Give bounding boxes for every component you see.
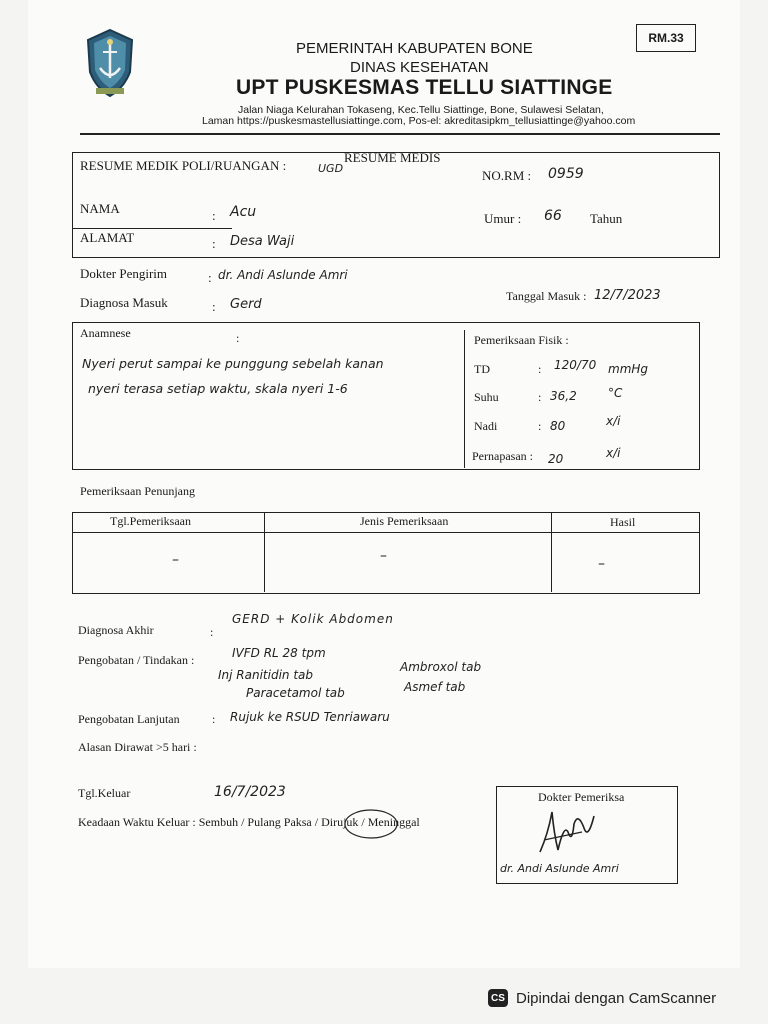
fisik-napas-value: 20 (548, 452, 564, 466)
tgl-keluar-label: Tgl.Keluar (78, 786, 131, 800)
tahun-label: Tahun (590, 211, 623, 226)
fisik-title: Pemeriksaan Fisik : (474, 333, 569, 347)
poli-value: UGD (318, 162, 344, 175)
fisik-td-unit: mmHg (608, 362, 649, 376)
anamnese-line1: Nyeri perut sampai ke punggung sebelah kanan (82, 356, 384, 371)
penunjang-header-jenis: Jenis Pemeriksaan (360, 514, 449, 528)
tgl-masuk-value: 12/7/2023 (594, 288, 661, 303)
fisik-nadi-colon: : (538, 419, 542, 433)
contact-prefix: Laman (202, 115, 235, 127)
fisik-napas-label: Pernapasan : (472, 449, 533, 463)
scanner-text: Dipindai dengan CamScanner (516, 989, 717, 1007)
signature-scribble (534, 804, 604, 858)
bone-regency-logo (84, 28, 136, 98)
nama-colon: : (212, 208, 216, 223)
penunjang-cell-jenis: – (380, 548, 387, 564)
fisik-suhu-value: 36,2 (550, 389, 577, 403)
diagnosa-masuk-label: Diagnosa Masuk (80, 295, 168, 310)
fisik-nadi-unit: x/i (606, 414, 621, 428)
lanjutan-value: Rujuk ke RSUD Tenriawaru (230, 710, 390, 724)
penunjang-header-hasil: Hasil (610, 515, 636, 529)
diagnosa-akhir-colon: : (210, 625, 214, 639)
header-line1: PEMERINTAH KABUPATEN BONE (296, 40, 533, 57)
norm-value: 0959 (548, 166, 584, 182)
nama-label: NAMA (80, 201, 120, 216)
lanjutan-colon: : (212, 712, 216, 726)
tgl-masuk-label: Tanggal Masuk : (506, 289, 587, 303)
fisik-napas-unit: x/i (606, 446, 621, 460)
umur-value: 66 (544, 208, 562, 224)
anamnese-line2: nyeri terasa setiap waktu, skala nyeri 1-6 (88, 381, 348, 396)
dirujuk-circle (342, 804, 400, 844)
fisik-suhu-label: Suhu (474, 390, 499, 404)
diagnosa-masuk-value: Gerd (230, 297, 262, 312)
umur-label: Umur : (484, 211, 522, 226)
form-code: RM.33 (648, 31, 684, 45)
signature-name: dr. Andi Aslunde Amri (500, 862, 619, 875)
scanner-footer (472, 982, 762, 1014)
dokter-value: dr. Andi Aslunde Amri (218, 268, 348, 282)
pengobatan-line1: IVFD RL 28 tpm (232, 646, 326, 660)
anamnese-colon: : (236, 331, 240, 345)
header-address: Jalan Niaga Kelurahan Tokaseng, Kec.Tellu Siattinge, Bone, Sulawesi Selatan, (238, 104, 604, 116)
alamat-colon: : (212, 236, 216, 251)
signature-title: Dokter Pemeriksa (538, 790, 625, 804)
dokter-colon: : (208, 270, 212, 285)
fisik-suhu-colon: : (538, 390, 542, 404)
camscanner-icon: CS (488, 989, 508, 1007)
alamat-value: Desa Waji (230, 234, 295, 249)
penunjang-header-tgl: Tgl.Pemeriksaan (110, 514, 191, 528)
penunjang-header-line (72, 532, 700, 533)
penunjang-title: Pemeriksaan Penunjang (80, 484, 195, 498)
tgl-keluar-value: 16/7/2023 (214, 784, 286, 800)
penunjang-cell-tgl: – (172, 552, 179, 568)
fisik-nadi-label: Nadi (474, 419, 498, 433)
diagnosa-masuk-colon: : (212, 299, 216, 314)
form-title: RESUME MEDIS (344, 150, 441, 165)
alamat-label: ALAMAT (80, 230, 135, 245)
alasan-label: Alasan Dirawat >5 hari : (78, 740, 197, 754)
nama-value: Acu (230, 204, 257, 220)
norm-label: NO.RM : (482, 168, 532, 183)
diagnosa-akhir-label: Diagnosa Akhir (78, 623, 154, 637)
header-contact (202, 115, 635, 127)
contact-suffix: , Pos-el: akreditasipkm_tellusiattinge@yahoo.com (402, 115, 636, 127)
fisik-nadi-value: 80 (550, 419, 566, 433)
pengobatan-line2: Inj Ranitidin tab (218, 668, 314, 682)
penunjang-col1 (264, 512, 265, 592)
lanjutan-label: Pengobatan Lanjutan (78, 712, 180, 726)
penunjang-col2 (551, 512, 552, 592)
keadaan-label: Keadaan Waktu Keluar : Sembuh / Pulang Paksa / Dirujuk / Meninggal (78, 815, 420, 829)
header-line3: UPT PUSKESMAS TELLU SIATTINGE (236, 76, 613, 99)
header-divider (80, 133, 720, 135)
alamat-divider (72, 228, 232, 229)
poli-label: RESUME MEDIK POLI/RUANGAN : (80, 158, 287, 173)
fisik-td-colon: : (538, 362, 542, 376)
fisik-suhu-unit: °C (608, 386, 623, 400)
pengobatan-line2b: Ambroxol tab (400, 660, 482, 674)
dokter-label: Dokter Pengirim (80, 266, 168, 281)
contact-url: https://puskesmastellusiattinge.com (237, 115, 403, 127)
form-code-box (636, 24, 696, 52)
fisik-td-value: 120/70 (554, 358, 597, 372)
header-line2: DINAS KESEHATAN (350, 59, 489, 76)
penunjang-cell-hasil: – (598, 556, 605, 572)
pengobatan-line3: Paracetamol tab (246, 686, 345, 700)
anamnese-label: Anamnese (80, 326, 131, 340)
diagnosa-akhir-value: GERD + Kolik Abdomen (232, 612, 394, 626)
fisik-td-label: TD (474, 362, 490, 376)
anamnese-fisik-divider (464, 330, 465, 468)
pengobatan-label: Pengobatan / Tindakan : (78, 653, 195, 667)
pengobatan-line3b: Asmef tab (404, 680, 466, 694)
